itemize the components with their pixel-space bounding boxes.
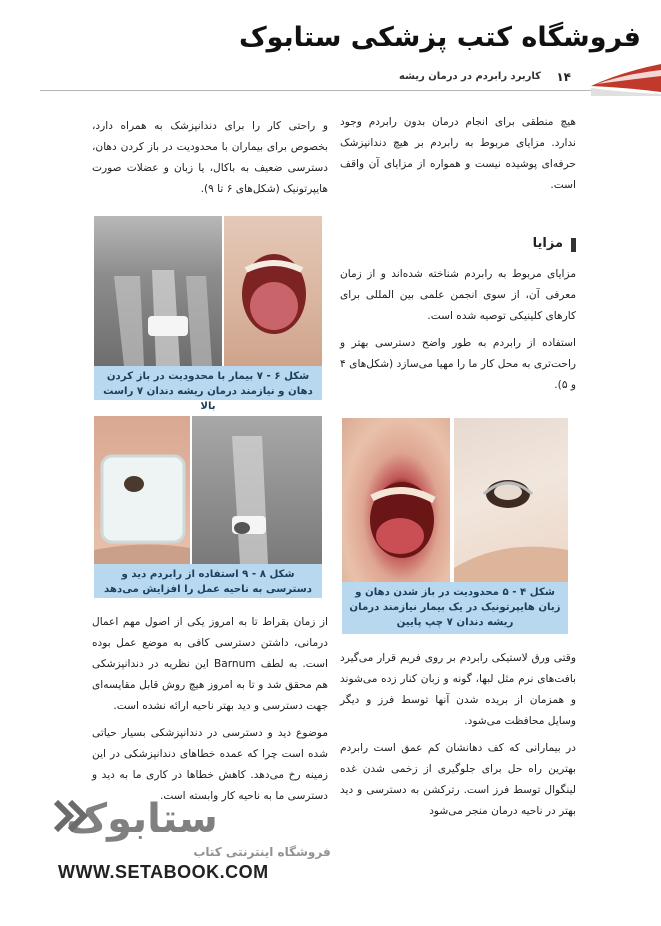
fig5-caption: شکل ۴ - ۵ محدودیت در باز شدن دهان و زبان هایپرتونیک در یک بیمار نیازمند درمان ریشه دندان ۷ چپ پایین bbox=[342, 582, 568, 634]
heading-marker bbox=[571, 238, 576, 252]
fig8-drawing bbox=[94, 416, 190, 564]
photo-fig8-rubber-dam-frame bbox=[94, 416, 190, 564]
left-paragraph-2: از زمان بقراط تا به امروز یکی از اصول مهم اعمال درمانی، داشتن دسترسی کافی به موضع عمل بوده است. به لطف Barnum این نظریه در دندانپزشکی هم محقق شد و تا به امروز هیچ روش قابل مقایسه‌ای جهت دسترسی و دید بهتر ناحیه ارائه نشده است. bbox=[92, 616, 328, 712]
running-head: کاربرد رابردم در درمان ریشه bbox=[399, 71, 541, 82]
fig6-drawing bbox=[94, 216, 222, 366]
advantages-paragraph-3: وقتی ورق لاستیکی رابردم بر روی فریم قرار می‌گیرد بافت‌های نرم مثل لبها، گونه و زبان کنار زده می‌شوند و همزمان از بریده شدن آنها توسط فرز و دیگر وسایل محافظت می‌شود. bbox=[340, 652, 576, 727]
banner-title: فروشگاه کتب پزشکی ستابوک bbox=[238, 22, 641, 53]
photo-fig4-open-mouth bbox=[342, 418, 450, 582]
logo-subtitle: فروشگاه اینترنتی کتاب bbox=[193, 845, 331, 859]
advantages-paragraph-2: استفاده از رابردم به طور واضح دسترسی بهتر و راحت‌تری به محل کار ما را مهیا می‌سازد (شکل‌های ۴ و ۵). bbox=[340, 337, 576, 391]
fig5-drawing bbox=[454, 418, 568, 582]
fig9-caption: شکل ۸ - ۹ استفاده از رابردم دید و دسترسی به ناحیه عمل را افزایش می‌دهد bbox=[94, 564, 322, 598]
advantages-paragraph-1: مزایای مربوط به رابردم شناخته شده‌اند و از زمان معرفی آن، از سوی انجمن علمی بین المللی برای کارهای کلینیکی توصیه شده است. bbox=[340, 268, 576, 322]
photo-fig6-xray bbox=[94, 216, 222, 366]
advantages-paragraph-4: در بیمارانی که کف دهانشان کم عمق است رابردم بهترین راه حل برای جلوگیری از زخمی شدن غده لینگوال توسط فرز است. رترکشن به دسترسی و دید بهتر در ناحیه درمان منجر می‌شود bbox=[340, 742, 576, 817]
fig7-drawing bbox=[224, 216, 322, 366]
header-swoosh-decoration bbox=[591, 62, 661, 96]
photo-fig5-rubber-dam bbox=[454, 418, 568, 582]
site-url: WWW.SETABOOK.COM bbox=[58, 862, 269, 882]
section-heading bbox=[420, 236, 576, 256]
left-paragraph-3: موضوع دید و دسترسی در دندانپزشکی بسیار حیاتی شده است چرا که عمده خطاهای دندانپزشکی در این زمینه رخ می‌دهد. کاهش خطاها در کاری ما به دید و دسترسی ما به ناحیه کار وابسته است. bbox=[92, 727, 328, 802]
page-number: ۱۴ bbox=[556, 70, 571, 84]
right-column-body-lower bbox=[340, 648, 576, 828]
left-paragraph-1: و راحتی کار را برای دندانپزشک به همراه دارد، بخصوص برای بیماران با محدودیت در باز کردن دهان، دسترسی ضعیف به باکال، یا زبان و عضلات صورت هایپرتونیک (شکل‌های ۶ تا ۹). bbox=[92, 120, 328, 195]
right-column-body bbox=[340, 264, 576, 402]
fig4-drawing bbox=[342, 418, 450, 582]
page-banner bbox=[0, 0, 661, 68]
left-column-top bbox=[92, 116, 328, 206]
photo-fig9-xray bbox=[192, 416, 322, 564]
logo-text: ستابوک bbox=[66, 796, 218, 842]
fig7-caption: شکل ۶ - ۷ بیمار با محدودیت در باز کردن دهان و نیازمند درمان ریشه دندان ۷ راست بالا bbox=[94, 366, 322, 400]
right-column-intro bbox=[340, 112, 576, 202]
left-column-bottom bbox=[92, 612, 328, 813]
photo-fig7-limited-opening bbox=[224, 216, 322, 366]
section-heading-text: مزایا bbox=[532, 236, 563, 251]
intro-paragraph: هیچ منطقی برای انجام درمان بدون رابردم وجود ندارد. مزایای مربوط به رابردم بر هیچ دندانپزشک حرفه‌ای پوشیده نیست و همواره از مزایای آن واقف است. bbox=[340, 116, 576, 191]
setabook-logo bbox=[52, 790, 352, 870]
fig9-drawing bbox=[192, 416, 322, 564]
